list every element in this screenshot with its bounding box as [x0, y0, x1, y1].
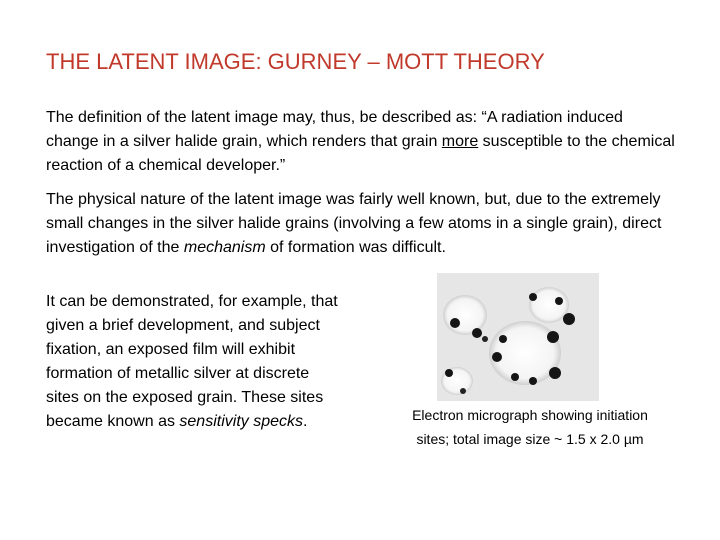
demonstration-text-start: It can be demonstrated, for example, that given a brief development, and subject fixation, an exposed film will exhibit formation of metallic silver at discrete sites on the exposed grain. These sites became known as	[46, 293, 338, 430]
physical-nature-paragraph	[46, 188, 676, 260]
slide-title: THE LATENT IMAGE: GURNEY – MOTT THEORY	[46, 49, 545, 74]
demonstration-text-end: .	[303, 413, 308, 430]
definition-underlined-word: more	[441, 133, 479, 150]
caption-line-1: Electron micrograph showing initiation	[412, 407, 648, 423]
caption-line-2: sites; total image size ~ 1.5 x 2.0 µm	[416, 431, 644, 447]
micrograph-caption	[390, 403, 670, 451]
definition-text-end: susceptible to the chemical reaction of a chemical developer.”	[46, 133, 675, 174]
sensitivity-specks-italic: sensitivity specks	[179, 413, 303, 430]
physical-nature-text-end: of formation was difficult.	[265, 239, 446, 256]
definition-paragraph	[46, 106, 676, 178]
definition-text-start: The definition of the latent image may, thus, be described as: “A radiation induced change in a silver halide grain, which renders that grain	[46, 109, 623, 150]
electron-micrograph-image	[437, 273, 599, 401]
physical-nature-text-start: The physical nature of the latent image was fairly well known, but, due to the extremely small changes in the silver halide grains (involving a few atoms in a single grain), direct investigation of the	[46, 191, 662, 256]
mechanism-italic-word: mechanism	[183, 239, 266, 256]
demonstration-paragraph	[46, 290, 346, 434]
